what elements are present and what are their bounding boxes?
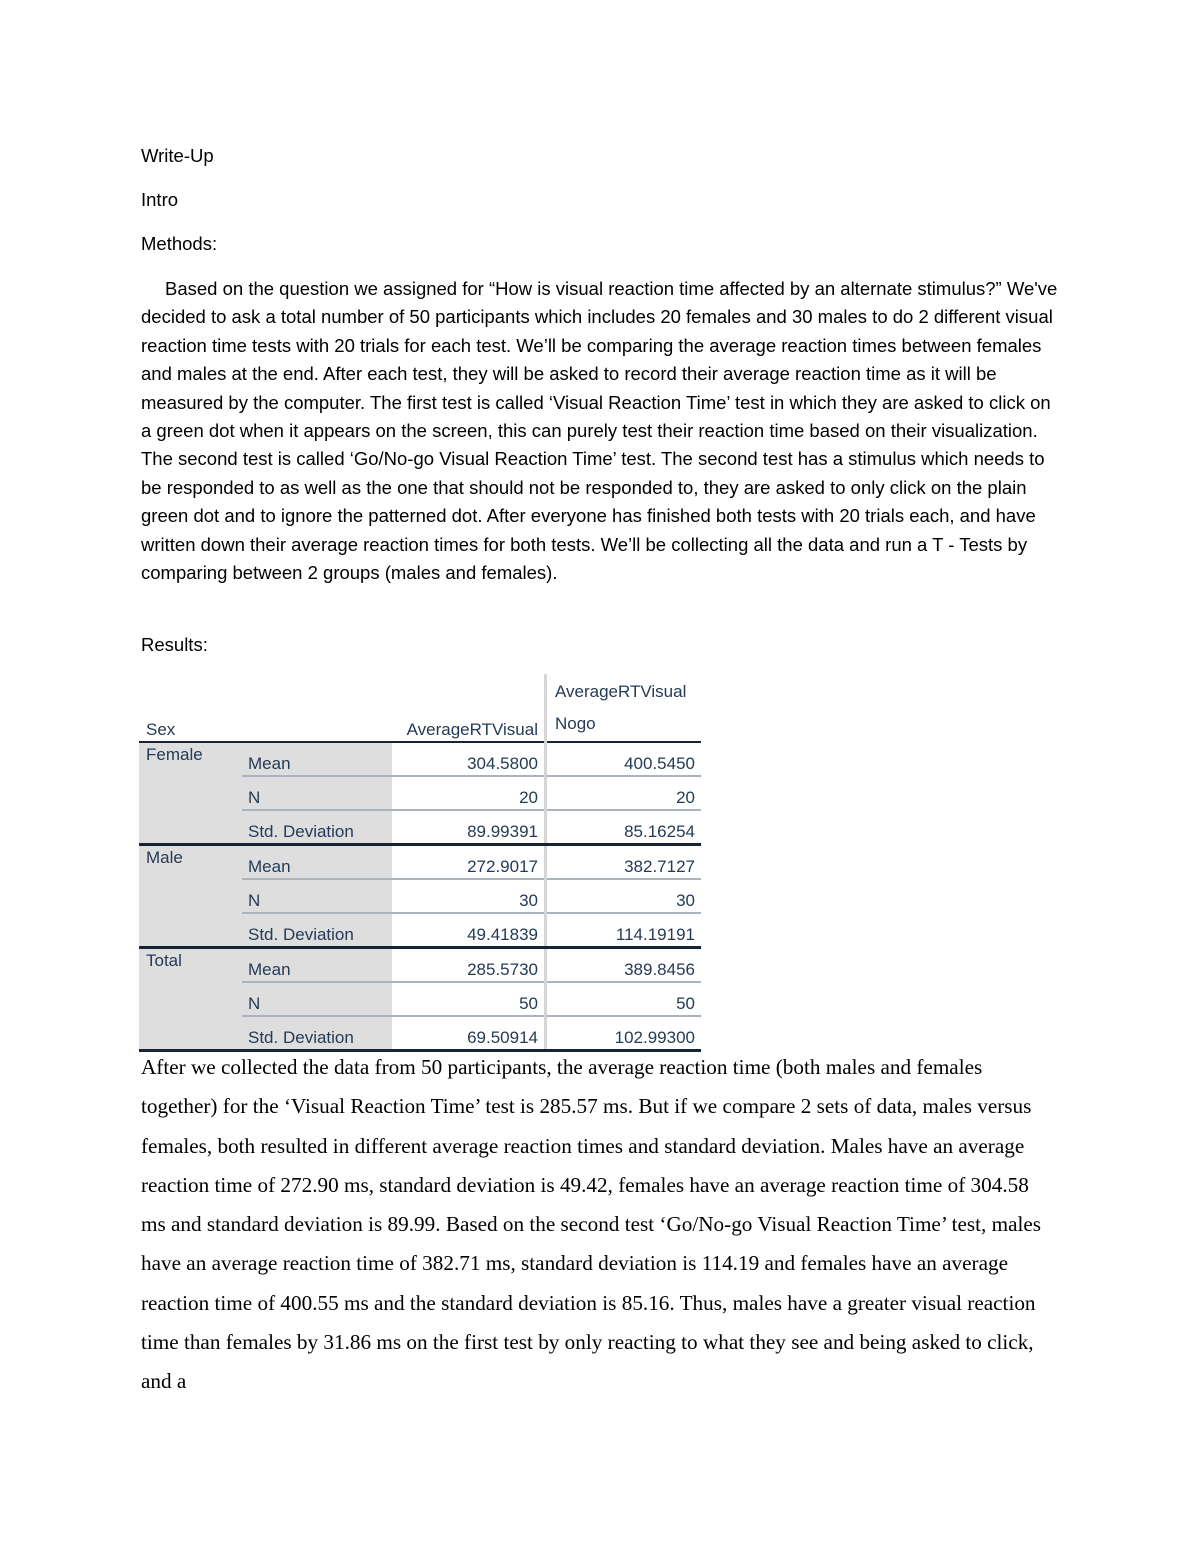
cell-nogo: 20 — [546, 776, 702, 810]
cell-nogo: 389.8456 — [546, 948, 702, 983]
col-header-nogo-line2: Nogo — [555, 714, 596, 733]
col-header-nogo — [546, 674, 702, 742]
cell-nogo: 382.7127 — [546, 845, 702, 880]
col-header-nogo-line1: AverageRTVisual — [555, 682, 687, 701]
cell-visual: 304.5800 — [392, 742, 546, 776]
descriptive-statistics-table — [139, 674, 701, 1052]
table-row — [139, 742, 701, 776]
cell-nogo: 30 — [546, 879, 702, 913]
stat-label: N — [242, 776, 392, 810]
cell-visual: 285.5730 — [392, 948, 546, 983]
stat-label: Mean — [242, 948, 392, 983]
stat-label: Std. Deviation — [242, 913, 392, 948]
stat-label: Mean — [242, 845, 392, 880]
cell-visual: 272.9017 — [392, 845, 546, 880]
results-heading: Results: — [141, 634, 208, 655]
col-header-statistic — [242, 674, 392, 742]
cell-nogo: 102.99300 — [546, 1016, 702, 1051]
stat-label: Std. Deviation — [242, 810, 392, 845]
col-header-visual: AverageRTVisual — [392, 674, 546, 742]
results-paragraph: After we collected the data from 50 participants, the average reaction time (both males and females together) for the ‘Visual Reaction Time’ test is 285.57 ms. But if we compare 2 sets of data, males versus females, both resulted in different average reaction times and standard deviation. Males have an average reaction time of 272.90 ms, standard deviation is 49.42, females have an average reaction time of 304.58 ms and standard deviation is 89.99. Based on the second test ‘Go/No-go Visual Reaction Time’ test, males have an average reaction time of 382.71 ms, standard deviation is 114.19 and females have an average reaction time of 400.55 ms and the standard deviation is 85.16. Thus, males have a greater visual reaction time than females by 31.86 ms on the first test by only reacting to what they see and being asked to click, and a — [141, 1055, 1042, 1394]
table-header-row — [139, 674, 701, 742]
table-row — [139, 948, 701, 983]
group-label-male: Male — [139, 845, 242, 948]
methods-heading: Methods: — [141, 233, 218, 254]
stat-label: Mean — [242, 742, 392, 776]
title-heading: Write-Up — [141, 145, 214, 166]
cell-visual: 89.99391 — [392, 810, 546, 845]
cell-visual: 69.50914 — [392, 1016, 546, 1051]
stat-label: N — [242, 879, 392, 913]
cell-nogo: 50 — [546, 982, 702, 1016]
stat-label: Std. Deviation — [242, 1016, 392, 1051]
cell-visual: 49.41839 — [392, 913, 546, 948]
group-label-female: Female — [139, 742, 242, 845]
group-label-total: Total — [139, 948, 242, 1051]
cell-visual: 30 — [392, 879, 546, 913]
methods-paragraph: Based on the question we assigned for “How is visual reaction time affected by an alternate stimulus?” We've decided to ask a total number of 50 participants which includes 20 females and 30 males to do 2 different visual reaction time tests with 20 trials for each test. We’ll be comparing the average reaction times between females and males at the end. After each test, they will be asked to record their average reaction time as it will be measured by the computer. The first test is called ‘Visual Reaction Time’ test in which they are asked to click on a green dot when it appears on the screen, this can purely test their reaction time based on their visualization. The second test is called ‘Go/No-go Visual Reaction Time’ test. The second test has a stimulus which needs to be responded to as well as the one that should not be responded to, they are asked to only click on the plain green dot and to ignore the patterned dot. After everyone has finished both tests with 20 trials each, and have written down their average reaction times for both tests. We’ll be collecting all the data and run a T - Tests by comparing between 2 groups (males and females). — [141, 278, 1058, 584]
cell-nogo: 400.5450 — [546, 742, 702, 776]
col-header-sex: Sex — [139, 674, 242, 742]
cell-visual: 50 — [392, 982, 546, 1016]
intro-heading: Intro — [141, 189, 179, 210]
cell-visual: 20 — [392, 776, 546, 810]
stat-label: N — [242, 982, 392, 1016]
cell-nogo: 85.16254 — [546, 810, 702, 845]
table-row — [139, 845, 701, 880]
cell-nogo: 114.19191 — [546, 913, 702, 948]
